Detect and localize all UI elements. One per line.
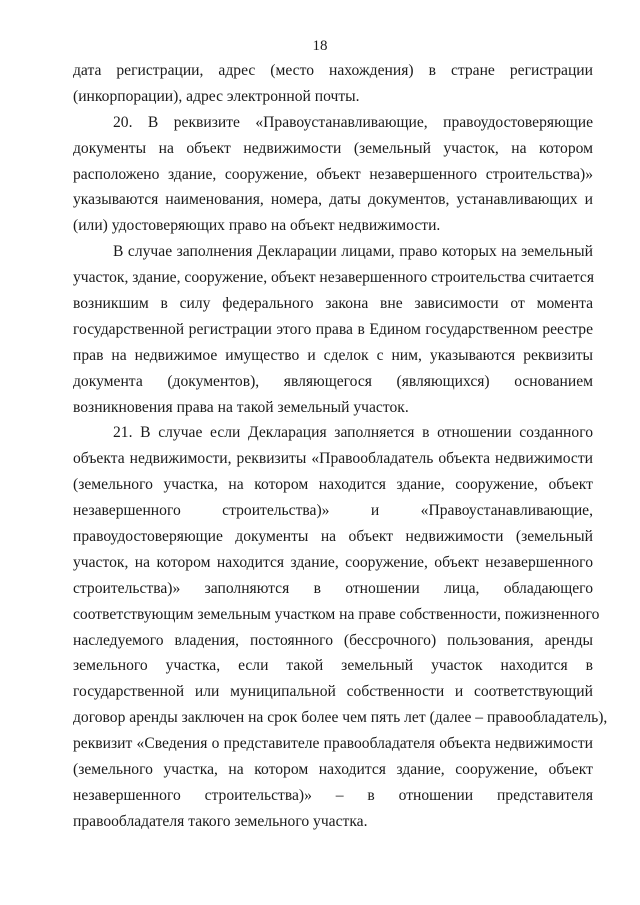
text-line: правоудостоверяющие документы на объект недвижимости (земельный [73,528,593,546]
text-line: расположено здание, сооружение, объект незавершенного строительства)» [73,165,593,183]
text-line: (инкорпорации), адрес электронной почты. [73,87,360,105]
paragraph-item-21 [73,420,608,834]
text-line: наследуемого владения, постоянного (бессрочного) пользования, аренды [73,631,593,649]
page-number: 18 [312,38,328,54]
text-line: прав на недвижимое имущество и сделок с ним, указываются реквизиты [73,346,593,364]
text-line: возникновения права на такой земельный участок. [73,398,409,416]
text-line: В случае заполнения Декларации лицами, право которых на земельный [113,243,593,261]
text-line: соответствующим земельным участком на праве собственности, пожизненного [73,605,600,623]
text-line: незавершенного строительства)» и «Правоустанавливающие, [73,502,593,520]
text-line: документы на объект недвижимости (земельный участок, на котором [73,139,593,157]
text-line: дата регистрации, адрес (место нахождения) в стране регистрации [73,62,593,79]
paragraph-declaration-case [73,239,593,420]
text-line: государственной или муниципальной собственности и соответствующий [73,683,593,701]
text-line: (земельного участка, на котором находится здание, сооружение, объект [73,476,593,494]
text-line: реквизит «Сведения о представителе правообладателя объекта недвижимости [73,735,593,753]
text-line: (или) удостоверяющих право на объект недвижимости. [73,217,441,235]
text-line: государственной регистрации этого права в Едином государственном реестре [73,320,593,338]
paragraph-contact-details [73,58,593,110]
document-body [73,58,608,835]
text-line: строительства)» заполняются в отношении лица, обладающего [73,579,593,597]
text-line: земельного участка, если такой земельный участок находится в [73,657,593,675]
text-line: документа (документов), являющегося (являющихся) основанием [73,372,593,390]
paragraph-item-20 [73,110,593,239]
text-line: правообладателя такого земельного участка. [73,812,368,830]
text-line: участок, здание, сооружение, объект незавершенного строительства считается [73,269,595,287]
text-line: участок, на котором находится здание, сооружение, объект незавершенного [73,553,593,571]
text-line: незавершенного строительства)» – в отношении представителя [73,786,593,804]
text-line: объекта недвижимости, реквизиты «Правообладатель объекта недвижимости [73,450,593,468]
text-line: договор аренды заключен на срок более чем пять лет (далее – правообладатель), [73,709,608,727]
text-line: 21. В случае если Декларация заполняется в отношении созданного [113,424,593,442]
text-line: возникшим в силу федерального закона вне зависимости от момента [73,295,593,313]
text-line: 20. В реквизите «Правоустанавливающие, правоудостоверяющие [113,113,593,131]
text-line: указываются наименования, номера, даты документов, устанавливающих и [73,191,593,209]
text-line: (земельного участка, на котором находится здание, сооружение, объект [73,761,593,779]
